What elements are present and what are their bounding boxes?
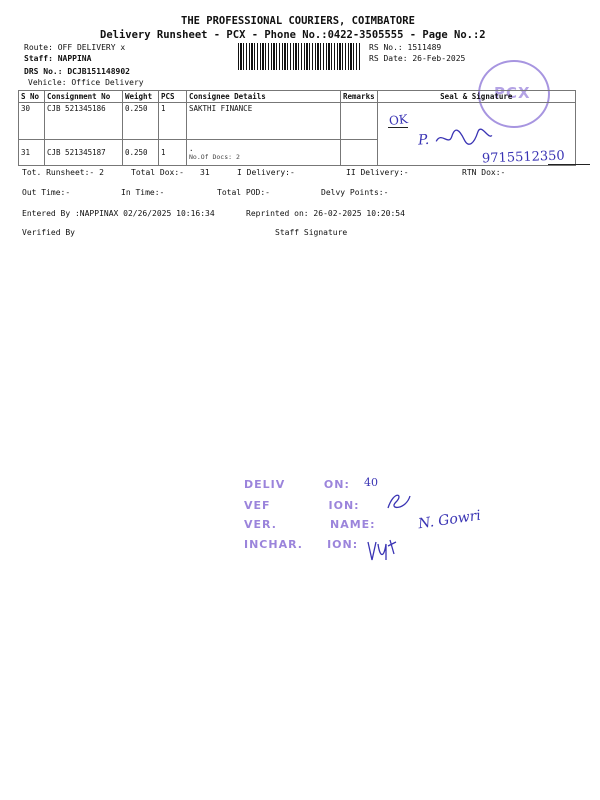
- tot-runsheet: Tot. Runsheet:- 2: [22, 168, 104, 177]
- stamp-line-3: VER. NAME:: [244, 518, 376, 531]
- vehicle-label: Vehicle: Office Delivery: [28, 78, 144, 87]
- total-dox-value: 31: [200, 168, 210, 177]
- signature-text: P.: [417, 131, 430, 149]
- cell-consignment: CJB 521345186: [45, 103, 123, 140]
- cell-weight: 0.250: [123, 140, 159, 166]
- signature-scribble: [366, 536, 400, 562]
- drs-label: DRS No.: DCJB151148902: [24, 67, 130, 76]
- cell-consignment: CJB 521345187: [45, 140, 123, 166]
- verified-by: Verified By: [22, 228, 75, 237]
- phone-underline: [548, 164, 590, 165]
- col-sno: S No: [19, 91, 45, 103]
- cell-remarks: [341, 103, 378, 140]
- handwritten-ok: OK: [388, 112, 409, 128]
- table-header-row: [19, 91, 576, 103]
- col-weight: Weight: [123, 91, 159, 103]
- handwritten-phone: 9715512350: [481, 148, 565, 167]
- rs-date: RS Date: 26-Feb-2025: [369, 54, 466, 63]
- total-dox-label: Total Dox:-: [131, 168, 184, 177]
- consignee-dot: .: [189, 144, 194, 153]
- staff-signature: Staff Signature: [275, 228, 348, 237]
- out-time: Out Time:-: [22, 188, 71, 197]
- col-remarks: Remarks: [341, 91, 378, 103]
- stamp-signature-4: [366, 536, 400, 564]
- runsheet-subtitle: Delivery Runsheet - PCX - Phone No.:0422-3505555 - Page No.:2: [100, 29, 486, 41]
- col-consignee: Consignee Details: [187, 91, 341, 103]
- docs-count: No.Of Docs: 2: [189, 153, 240, 161]
- route-label: Route: OFF DELIVERY x: [24, 43, 126, 52]
- stamp-line-2: VEF ION:: [244, 499, 360, 512]
- cell-consignee: SAKTHI FINANCE: [187, 103, 341, 140]
- cell-sno: 31: [19, 140, 45, 166]
- col-seal: Seal & Signature: [377, 91, 575, 103]
- cell-consignee: [187, 140, 341, 166]
- in-time: In Time:-: [121, 188, 165, 197]
- reprinted-on: Reprinted on: 26-02-2025 10:20:54: [246, 209, 405, 218]
- signature-scribble: [433, 125, 494, 149]
- cell-sno: 30: [19, 103, 45, 140]
- stamp-signature-2: [384, 488, 412, 514]
- col-pcs: PCS: [159, 91, 187, 103]
- company-title: THE PROFESSIONAL COURIERS, COIMBATORE: [181, 15, 415, 27]
- stamp-number: 40: [364, 476, 378, 489]
- pcx-stamp-text: PCX: [494, 84, 531, 102]
- cell-weight: 0.250: [123, 103, 159, 140]
- rtn-dox: RTN Dox:-: [462, 168, 506, 177]
- handwritten-name: N. Gowri: [417, 507, 482, 533]
- rs-no: RS No.: 1511489: [369, 43, 442, 52]
- cell-pcs: 1: [159, 140, 187, 166]
- cell-pcs: 1: [159, 103, 187, 140]
- delvy-points: Delvy Points:-: [321, 188, 389, 197]
- i-delivery: I Delivery:-: [237, 168, 295, 177]
- total-pod: Total POD:-: [217, 188, 270, 197]
- ii-delivery: II Delivery:-: [346, 168, 409, 177]
- barcode: [238, 43, 360, 70]
- ok-underline: [388, 127, 408, 128]
- stamp-line-4: INCHAR. ION:: [244, 538, 359, 551]
- cell-remarks: [341, 140, 378, 166]
- staff-label: Staff: NAPPINA: [24, 54, 92, 63]
- signature-scribble: [384, 488, 412, 512]
- col-consignment: Consignment No: [45, 91, 123, 103]
- entered-by: Entered By :NAPPINAX 02/26/2025 10:16:34: [22, 209, 215, 218]
- stamp-line-1: DELIV ON:: [244, 478, 350, 491]
